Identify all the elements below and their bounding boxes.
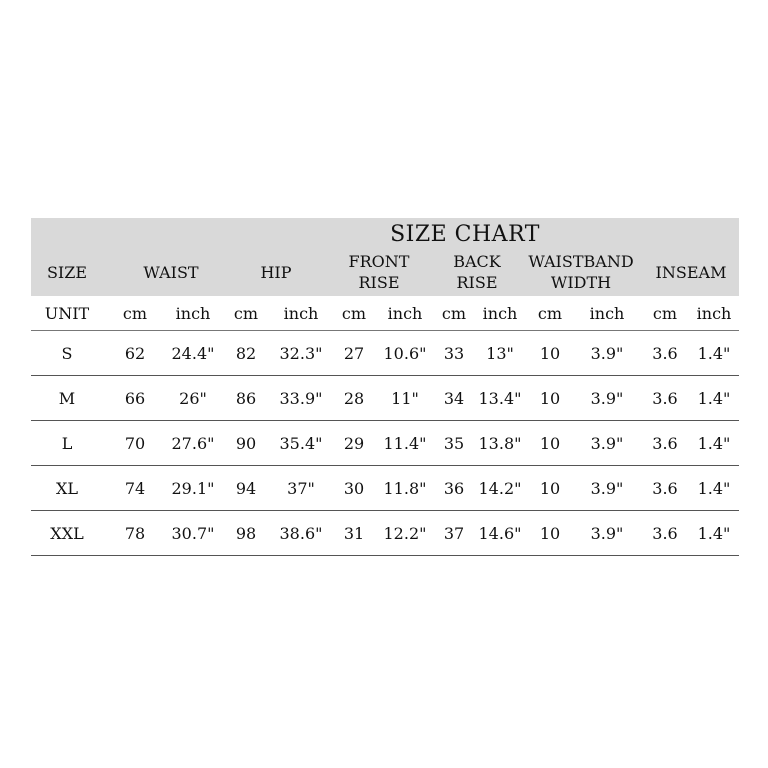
size-chart-header bbox=[31, 218, 739, 296]
unit-cell-9: cm bbox=[537, 303, 563, 323]
size-chart bbox=[31, 218, 739, 556]
header-waistband-line1: WAISTBAND bbox=[528, 252, 634, 271]
unit-cell-4: inch bbox=[283, 303, 319, 323]
row-4-cell-7: 37 bbox=[443, 523, 465, 543]
row-3-cell-1: 74 bbox=[124, 478, 146, 498]
row-0-cell-11: 3.6 bbox=[652, 343, 678, 363]
row-1-cell-10: 3.9" bbox=[590, 388, 624, 408]
unit-cell-7: cm bbox=[441, 303, 467, 323]
header-front-rise-line2: RISE bbox=[358, 273, 400, 292]
row-4-cell-9: 10 bbox=[539, 523, 561, 543]
row-1-cell-5: 28 bbox=[343, 388, 365, 408]
row-0-cell-4: 32.3" bbox=[279, 343, 323, 363]
unit-cell-2: inch bbox=[175, 303, 211, 323]
row-4-cell-2: 30.7" bbox=[171, 523, 215, 543]
row-4-cell-4: 38.6" bbox=[279, 523, 323, 543]
row-3-cell-7: 36 bbox=[443, 478, 465, 498]
row-1-cell-6: 11" bbox=[391, 388, 419, 408]
unit-cell-8: inch bbox=[482, 303, 518, 323]
header-waistband-line2: WIDTH bbox=[550, 273, 612, 292]
row-2-cell-5: 29 bbox=[343, 433, 365, 453]
row-0-cell-0: S bbox=[61, 343, 73, 363]
row-4-cell-11: 3.6 bbox=[652, 523, 678, 543]
row-1-cell-3: 86 bbox=[235, 388, 257, 408]
row-3-cell-10: 3.9" bbox=[590, 478, 624, 498]
table-row bbox=[31, 511, 739, 556]
header-back-rise-line1: BACK bbox=[453, 252, 501, 271]
unit-cell-0: UNIT bbox=[44, 303, 90, 323]
row-4-cell-10: 3.9" bbox=[590, 523, 624, 543]
row-0-cell-7: 33 bbox=[443, 343, 465, 363]
row-2-cell-4: 35.4" bbox=[279, 433, 323, 453]
row-1-cell-7: 34 bbox=[443, 388, 465, 408]
row-4-cell-0: XXL bbox=[50, 523, 84, 543]
row-2-cell-9: 10 bbox=[539, 433, 561, 453]
row-3-cell-8: 14.2" bbox=[478, 478, 522, 498]
unit-cell-12: inch bbox=[696, 303, 732, 323]
header-size: SIZE bbox=[46, 263, 88, 282]
header-waistband-width bbox=[521, 251, 641, 293]
row-3-cell-2: 29.1" bbox=[171, 478, 215, 498]
row-3-cell-6: 11.8" bbox=[383, 478, 427, 498]
row-3-cell-9: 10 bbox=[539, 478, 561, 498]
row-1-cell-8: 13.4" bbox=[478, 388, 522, 408]
row-2-cell-1: 70 bbox=[124, 433, 146, 453]
row-1-cell-9: 10 bbox=[539, 388, 561, 408]
header-back-rise-line2: RISE bbox=[456, 273, 498, 292]
row-3-cell-0: XL bbox=[55, 478, 78, 498]
row-2-cell-3: 90 bbox=[235, 433, 257, 453]
row-4-cell-12: 1.4" bbox=[697, 523, 731, 543]
row-2-cell-7: 35 bbox=[443, 433, 465, 453]
row-2-cell-11: 3.6 bbox=[652, 433, 678, 453]
row-1-cell-4: 33.9" bbox=[279, 388, 323, 408]
chart-title: SIZE CHART bbox=[390, 222, 540, 247]
table-row bbox=[31, 466, 739, 511]
row-0-cell-8: 13" bbox=[486, 343, 514, 363]
row-4-cell-3: 98 bbox=[235, 523, 257, 543]
header-hip: HIP bbox=[260, 263, 292, 282]
row-0-cell-12: 1.4" bbox=[697, 343, 731, 363]
row-0-cell-1: 62 bbox=[124, 343, 146, 363]
unit-cell-11: cm bbox=[652, 303, 678, 323]
header-waist: WAIST bbox=[143, 263, 199, 282]
row-2-cell-0: L bbox=[61, 433, 73, 453]
row-0-cell-3: 82 bbox=[235, 343, 257, 363]
row-0-cell-9: 10 bbox=[539, 343, 561, 363]
row-1-cell-12: 1.4" bbox=[697, 388, 731, 408]
table-row bbox=[31, 421, 739, 466]
row-0-cell-6: 10.6" bbox=[383, 343, 427, 363]
row-2-cell-8: 13.8" bbox=[478, 433, 522, 453]
unit-cell-10: inch bbox=[589, 303, 625, 323]
row-4-cell-8: 14.6" bbox=[478, 523, 522, 543]
unit-cell-5: cm bbox=[341, 303, 367, 323]
row-3-cell-11: 3.6 bbox=[652, 478, 678, 498]
table-row bbox=[31, 376, 739, 421]
unit-cell-1: cm bbox=[122, 303, 148, 323]
row-1-cell-11: 3.6 bbox=[652, 388, 678, 408]
row-4-cell-1: 78 bbox=[124, 523, 146, 543]
row-1-cell-2: 26" bbox=[179, 388, 207, 408]
header-back-rise bbox=[429, 251, 525, 293]
table-row bbox=[31, 331, 739, 376]
unit-row bbox=[31, 296, 739, 331]
row-2-cell-12: 1.4" bbox=[697, 433, 731, 453]
unit-cell-3: cm bbox=[233, 303, 259, 323]
row-1-cell-0: M bbox=[58, 388, 76, 408]
header-front-rise bbox=[331, 251, 427, 293]
row-2-cell-10: 3.9" bbox=[590, 433, 624, 453]
row-4-cell-5: 31 bbox=[343, 523, 365, 543]
row-3-cell-4: 37" bbox=[287, 478, 315, 498]
data-rows bbox=[31, 331, 739, 556]
row-1-cell-1: 66 bbox=[124, 388, 146, 408]
row-0-cell-5: 27 bbox=[343, 343, 365, 363]
row-3-cell-5: 30 bbox=[343, 478, 365, 498]
row-3-cell-3: 94 bbox=[235, 478, 257, 498]
row-3-cell-12: 1.4" bbox=[697, 478, 731, 498]
header-inseam: INSEAM bbox=[655, 263, 727, 282]
unit-cell-6: inch bbox=[387, 303, 423, 323]
row-0-cell-10: 3.9" bbox=[590, 343, 624, 363]
row-2-cell-6: 11.4" bbox=[383, 433, 427, 453]
header-front-rise-line1: FRONT bbox=[348, 252, 410, 271]
row-4-cell-6: 12.2" bbox=[383, 523, 427, 543]
row-2-cell-2: 27.6" bbox=[171, 433, 215, 453]
row-0-cell-2: 24.4" bbox=[171, 343, 215, 363]
